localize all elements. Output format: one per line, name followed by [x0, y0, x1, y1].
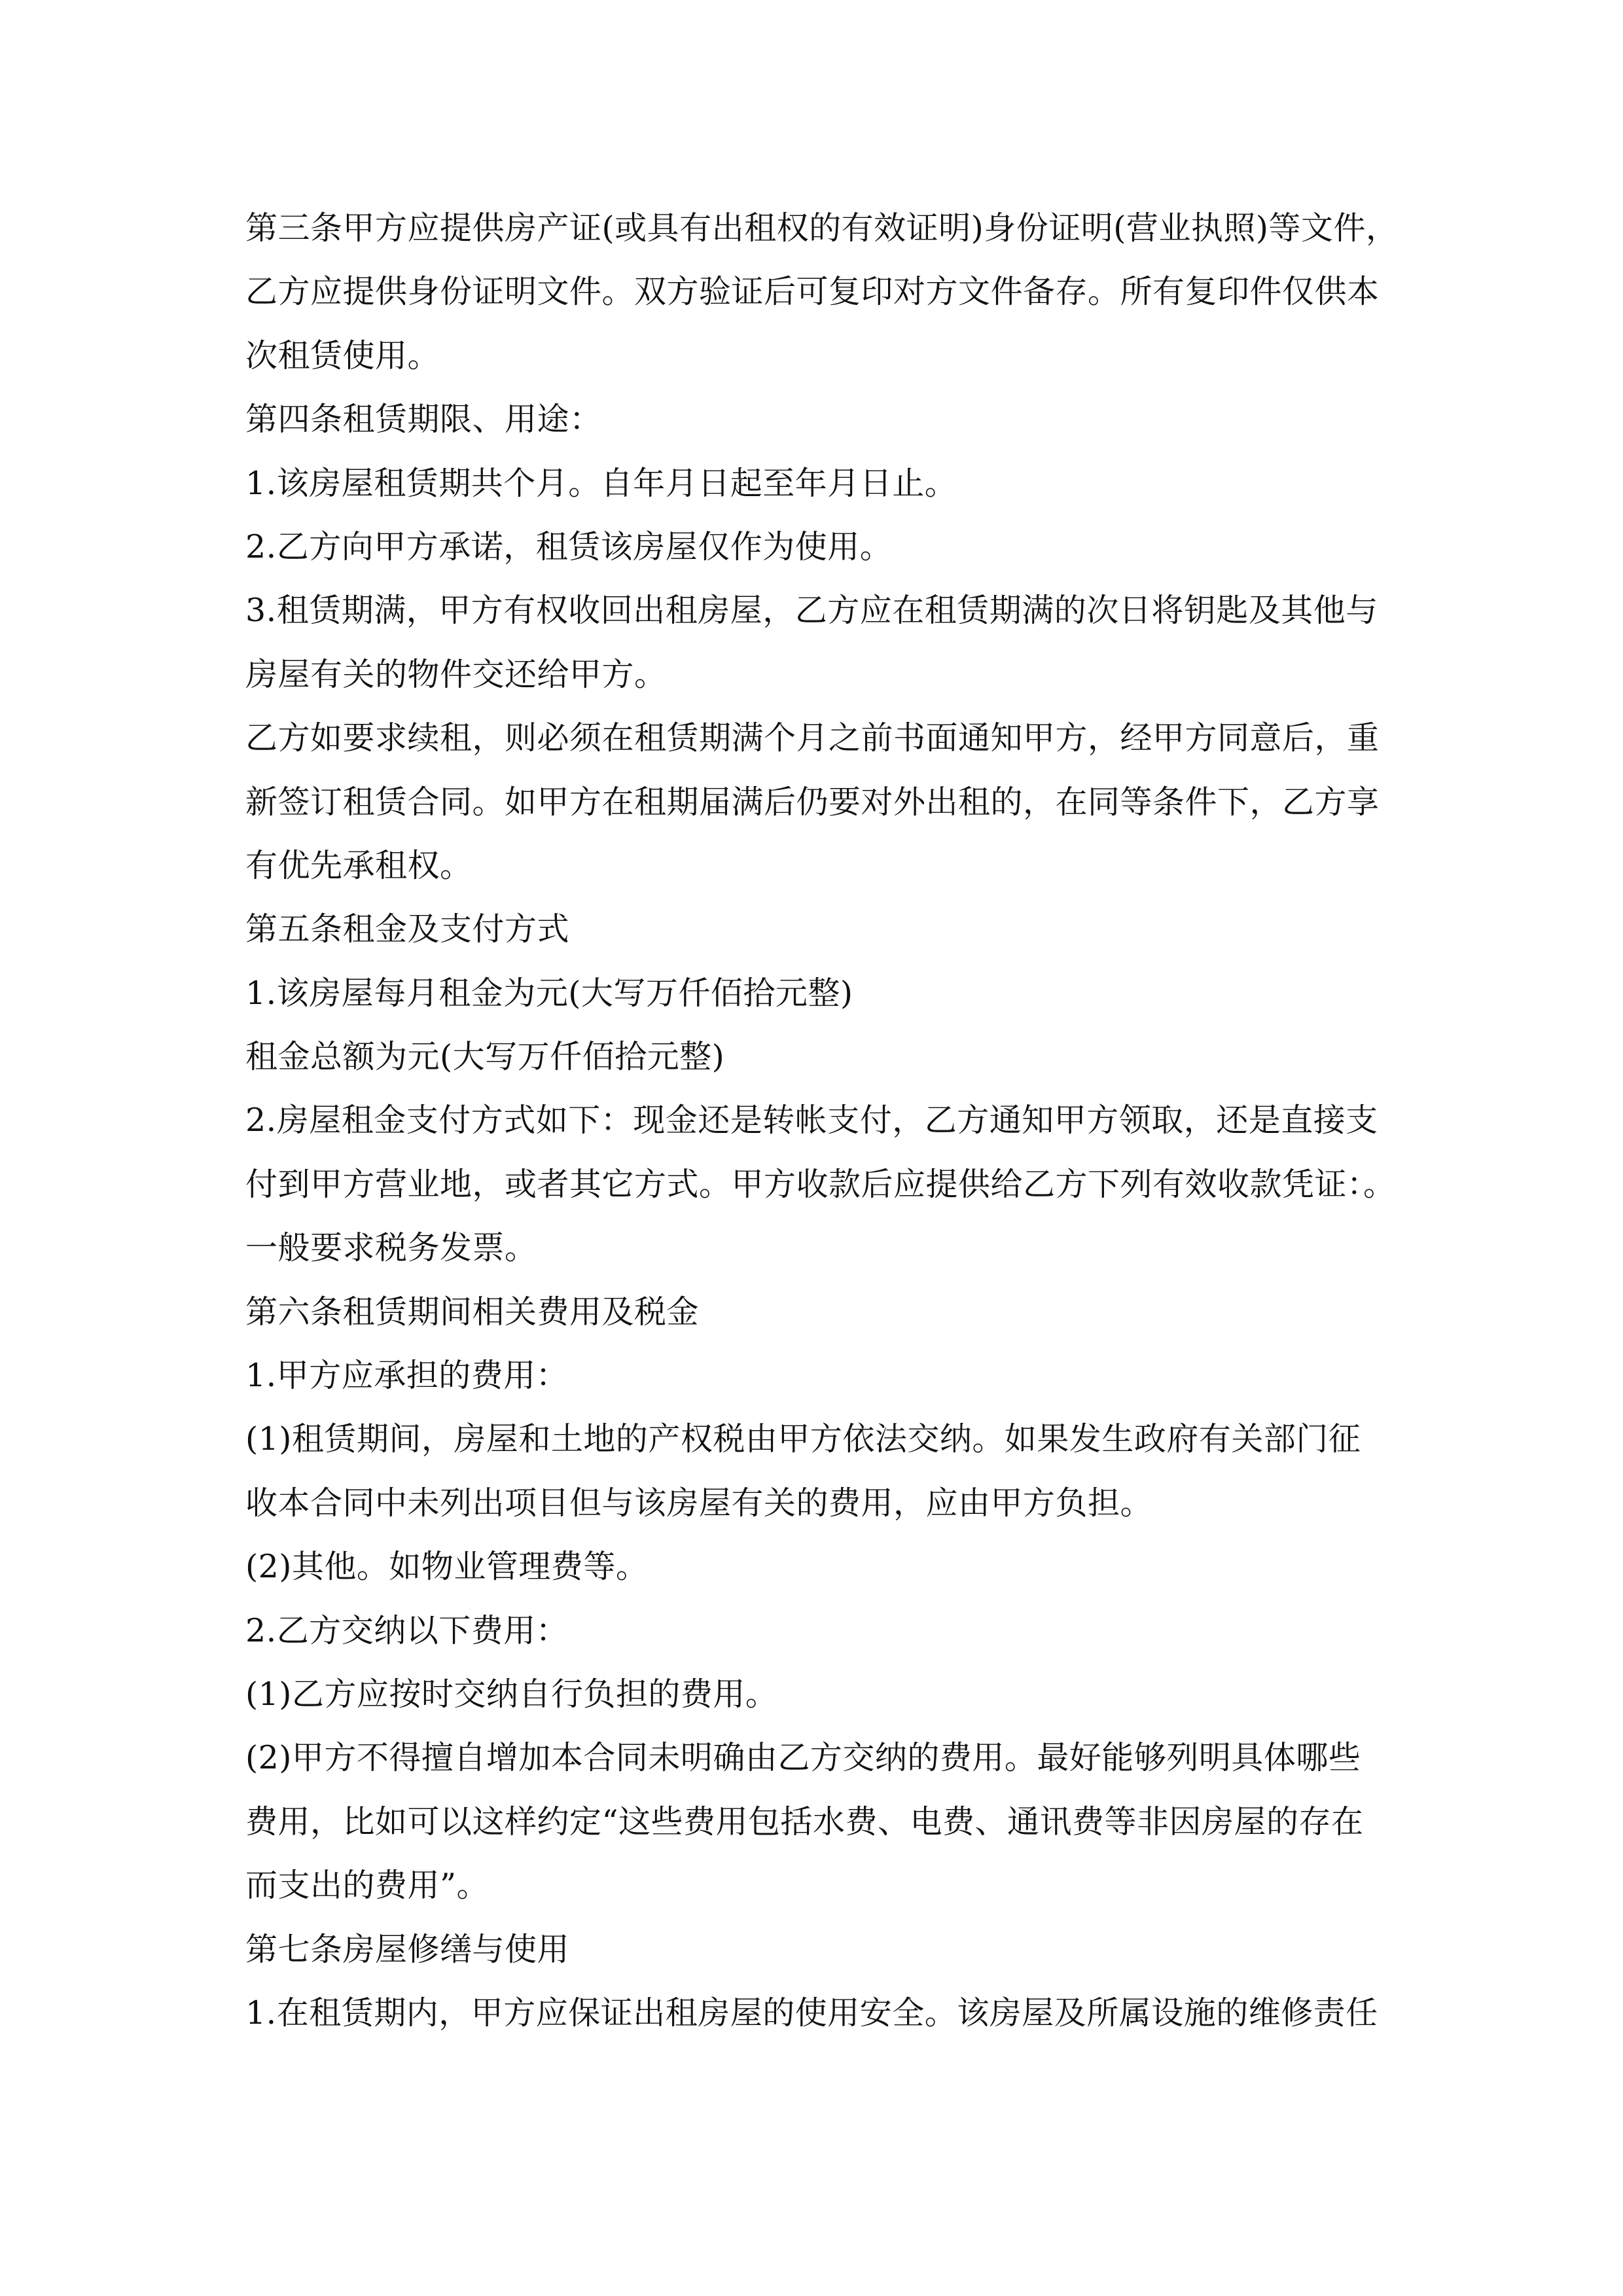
text-line-25: (2)甲方不得擅自增加本合同未明确由乙方交纳的费用。最好能够列明具体哪些 [245, 1739, 1361, 1777]
text-line-16: 付到甲方营业地，或者其它方式。甲方收款后应提供给乙方下列有效收款凭证：。 [245, 1165, 1396, 1203]
text-line-14: 租金总额为元(大写万仟佰拾元整) [245, 1038, 725, 1076]
text-line-8: 房屋有关的物件交还给甲方。 [245, 655, 667, 693]
text-line-15: 2.房屋租金支付方式如下：现金还是转帐支付，乙方通知甲方领取，还是直接支 [245, 1102, 1378, 1139]
text-line-9: 乙方如要求续租，则必须在租赁期满个月之前书面通知甲方，经甲方同意后，重 [245, 719, 1380, 757]
text-line-10: 新签订租赁合同。如甲方在租期届满后仍要对外出租的，在同等条件下，乙方享 [245, 783, 1380, 821]
article-heading-6: 第六条租赁期间相关费用及税金 [245, 1293, 700, 1331]
text-line-3: 次租赁使用。 [245, 336, 440, 374]
text-line-22: (2)其他。如物业管理费等。 [245, 1548, 649, 1586]
text-line-23: 2.乙方交纳以下费用： [245, 1611, 569, 1649]
text-line-20: (1)租赁期间，房屋和土地的产权税由甲方依法交纳。如果发生政府有关部门征 [245, 1420, 1361, 1458]
text-line-29: 1.在租赁期内，甲方应保证出租房屋的使用安全。该房屋及所属设施的维修责任 [245, 1994, 1378, 2032]
text-line-1: 第三条甲方应提供房产证(或具有出租权的有效证明)身份证明(营业执照)等文件， [245, 209, 1399, 247]
text-line-7: 3.租赁期满，甲方有权收回出租房屋，乙方应在租赁期满的次日将钥匙及其他与 [245, 592, 1378, 630]
text-line-6: 2.乙方向甲方承诺，租赁该房屋仅作为使用。 [245, 528, 893, 565]
text-line-26: 费用，比如可以这样约定“这些费用包括水费、电费、通讯费等非因房屋的存在 [245, 1803, 1364, 1840]
text-line-19: 1.甲方应承担的费用： [245, 1357, 569, 1395]
text-line-27: 而支出的费用”。 [245, 1867, 490, 1905]
text-line-2: 乙方应提供身份证明文件。双方验证后可复印对方文件备存。所有复印件仅供本 [245, 273, 1380, 311]
text-line-11: 有优先承租权。 [245, 846, 473, 884]
article-heading-5: 第五条租金及支付方式 [245, 910, 570, 948]
text-line-17: 一般要求税务发票。 [245, 1229, 537, 1267]
article-heading-7: 第七条房屋修缮与使用 [245, 1930, 570, 1968]
text-line-5: 1.该房屋租赁期共个月。自年月日起至年月日止。 [245, 464, 957, 502]
contract-text-body [245, 196, 1397, 2045]
text-line-24: (1)乙方应按时交纳自行负担的费用。 [245, 1675, 778, 1713]
text-line-13: 1.该房屋每月租金为元(大写万仟佰拾元整) [245, 974, 853, 1012]
text-line-21: 收本合同中未列出项目但与该房屋有关的费用，应由甲方负担。 [245, 1484, 1153, 1522]
article-heading-4: 第四条租赁期限、用途： [245, 401, 602, 439]
